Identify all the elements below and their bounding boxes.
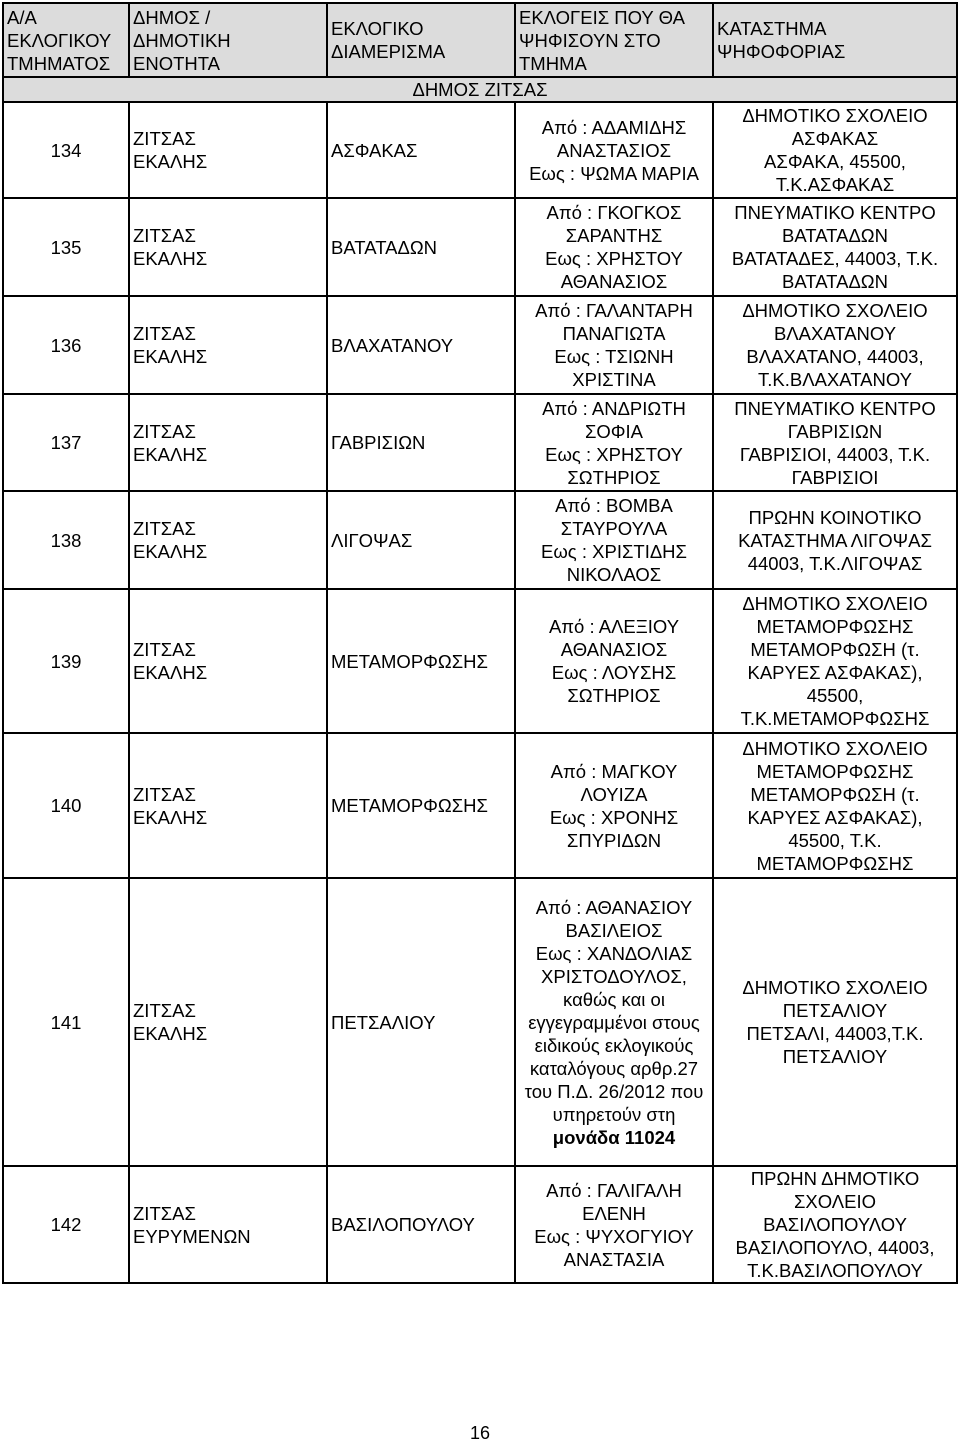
municipal-unit: ΖΙΤΣΑΣ ΕΚΑΛΗΣ xyxy=(129,491,327,589)
table-row xyxy=(3,491,957,589)
voters-range: Από : ΒΟΜΒΑ ΣΤΑΥΡΟΥΛΑ Εως : ΧΡΙΣΤΙΔΗΣ ΝΙΚΟΛΑΟΣ xyxy=(515,491,713,589)
municipality-group-label: ΔΗΜΟΣ ΖΙΤΣΑΣ xyxy=(3,77,957,102)
group-row xyxy=(3,77,957,102)
header-section-number: Α/Α ΕΚΛΟΓΙΚΟΥ ΤΜΗΜΑΤΟΣ xyxy=(3,3,129,77)
electoral-district: ΜΕΤΑΜΟΡΦΩΣΗΣ xyxy=(327,733,515,878)
municipal-unit: ΖΙΤΣΑΣ ΕΚΑΛΗΣ xyxy=(129,296,327,394)
municipal-unit: ΖΙΤΣΑΣ ΕΚΑΛΗΣ xyxy=(129,394,327,491)
municipal-unit: ΖΙΤΣΑΣ ΕΚΑΛΗΣ xyxy=(129,102,327,198)
section-number: 139 xyxy=(3,589,129,733)
municipal-unit: ΖΙΤΣΑΣ ΕΚΑΛΗΣ xyxy=(129,733,327,878)
polling-station: ΔΗΜΟΤΙΚΟ ΣΧΟΛΕΙΟ ΒΛΑΧΑΤΑΝΟΥ ΒΛΑΧΑΤΑΝΟ, 44003, Τ.Κ.ΒΛΑΧΑΤΑΝΟΥ xyxy=(713,296,957,394)
military-unit-note: μονάδα 11024 xyxy=(552,1126,676,1148)
polling-station: ΠΡΩΗΝ ΚΟΙΝΟΤΙΚΟ ΚΑΤΑΣΤΗΜΑ ΛΙΓΟΨΑΣ 44003, Τ.Κ.ΛΙΓΟΨΑΣ xyxy=(713,491,957,589)
table-row xyxy=(3,102,957,198)
voters-range: Από : ΑΔΑΜΙΔΗΣ ΑΝΑΣΤΑΣΙΟΣ Εως : ΨΩΜΑ ΜΑΡΙΑ xyxy=(515,102,713,198)
header-municipal-unit: ΔΗΜΟΣ / ΔΗΜΟΤΙΚΗ ΕΝΟΤΗΤΑ xyxy=(129,3,327,77)
electoral-district: ΒΑΤΑΤΑΔΩΝ xyxy=(327,198,515,296)
section-number: 140 xyxy=(3,733,129,878)
voters-range: Από : ΜΑΓΚΟΥ ΛΟΥΙΖΑ Εως : ΧΡΟΝΗΣ ΣΠΥΡΙΔΩΝ xyxy=(515,733,713,878)
header-voters: ΕΚΛΟΓΕΙΣ ΠΟΥ ΘΑ ΨΗΦΙΣΟΥΝ ΣΤΟ ΤΜΗΜΑ xyxy=(515,3,713,77)
table-row xyxy=(3,733,957,878)
table-row xyxy=(3,878,957,1166)
section-number: 134 xyxy=(3,102,129,198)
table-row xyxy=(3,394,957,491)
municipal-unit: ΖΙΤΣΑΣ ΕΚΑΛΗΣ xyxy=(129,198,327,296)
voters-range: Από : ΑΛΕΞΙΟΥ ΑΘΑΝΑΣΙΟΣ Εως : ΛΟΥΣΗΣ ΣΩΤΗΡΙΟΣ xyxy=(515,589,713,733)
header-polling-station: ΚΑΤΑΣΤΗΜΑ ΨΗΦΟΦΟΡΙΑΣ xyxy=(713,3,957,77)
electoral-district: ΑΣΦΑΚΑΣ xyxy=(327,102,515,198)
electoral-district: ΒΑΣΙΛΟΠΟΥΛΟΥ xyxy=(327,1166,515,1283)
polling-stations-table xyxy=(2,2,958,1284)
polling-station: ΔΗΜΟΤΙΚΟ ΣΧΟΛΕΙΟ ΠΕΤΣΑΛΙΟΥ ΠΕΤΣΑΛΙ, 44003,Τ.Κ. ΠΕΤΣΑΛΙΟΥ xyxy=(713,878,957,1166)
header-row xyxy=(3,3,957,77)
electoral-district: ΛΙΓΟΨΑΣ xyxy=(327,491,515,589)
section-number: 137 xyxy=(3,394,129,491)
table-row xyxy=(3,1166,957,1283)
voters-range: Από : ΓΑΛΑΝΤΑΡΗ ΠΑΝΑΓΙΩΤΑ Εως : ΤΣΙΩΝΗ ΧΡΙΣΤΙΝΑ xyxy=(515,296,713,394)
page-number: 16 xyxy=(469,1423,491,1443)
voters-range: Από : ΑΝΔΡΙΩΤΗ ΣΟΦΙΑ Εως : ΧΡΗΣΤΟΥ ΣΩΤΗΡΙΟΣ xyxy=(515,394,713,491)
section-number: 141 xyxy=(3,878,129,1166)
section-number: 135 xyxy=(3,198,129,296)
polling-station: ΔΗΜΟΤΙΚΟ ΣΧΟΛΕΙΟ ΜΕΤΑΜΟΡΦΩΣΗΣ ΜΕΤΑΜΟΡΦΩΣΗ (τ. ΚΑΡΥΕΣ ΑΣΦΑΚΑΣ), 45500, Τ.Κ.ΜΕΤΑΜΟΡΦΩΣΗΣ xyxy=(713,589,957,733)
municipal-unit: ΖΙΤΣΑΣ ΕΚΑΛΗΣ xyxy=(129,589,327,733)
electoral-district: ΒΛΑΧΑΤΑΝΟΥ xyxy=(327,296,515,394)
polling-station: ΠΝΕΥΜΑΤΙΚΟ ΚΕΝΤΡΟ ΓΑΒΡΙΣΙΩΝ ΓΑΒΡΙΣΙΟΙ, 44003, Τ.Κ. ΓΑΒΡΙΣΙΟΙ xyxy=(713,394,957,491)
polling-station: ΔΗΜΟΤΙΚΟ ΣΧΟΛΕΙΟ ΑΣΦΑΚΑΣ ΑΣΦΑΚΑ, 45500, Τ.Κ.ΑΣΦΑΚΑΣ xyxy=(713,102,957,198)
voters-range: Από : ΑΘΑΝΑΣΙΟΥ ΒΑΣΙΛΕΙΟΣ Εως : ΧΑΝΔΟΛΙΑΣ ΧΡΙΣΤΟΔΟΥΛΟΣ, καθώς και οι εγγεγραμμένοι στους ειδικούς εκλογικούς καταλόγους αρθρ.27 του Π.Δ. 26/2012 που υπηρετούν στη μονάδα 11024 xyxy=(515,878,713,1166)
polling-station: ΠΝΕΥΜΑΤΙΚΟ ΚΕΝΤΡΟ ΒΑΤΑΤΑΔΩΝ ΒΑΤΑΤΑΔΕΣ, 44003, Τ.Κ. ΒΑΤΑΤΑΔΩΝ xyxy=(713,198,957,296)
table-row xyxy=(3,296,957,394)
electoral-district: ΓΑΒΡΙΣΙΩΝ xyxy=(327,394,515,491)
electoral-district: ΠΕΤΣΑΛΙΟΥ xyxy=(327,878,515,1166)
polling-station: ΠΡΩΗΝ ΔΗΜΟΤΙΚΟ ΣΧΟΛΕΙΟ ΒΑΣΙΛΟΠΟΥΛΟΥ ΒΑΣΙΛΟΠΟΥΛΟ, 44003, Τ.Κ.ΒΑΣΙΛΟΠΟΥΛΟΥ xyxy=(713,1166,957,1283)
section-number: 138 xyxy=(3,491,129,589)
table-row xyxy=(3,589,957,733)
header-electoral-district: ΕΚΛΟΓΙΚΟ ΔΙΑΜΕΡΙΣΜΑ xyxy=(327,3,515,77)
polling-station: ΔΗΜΟΤΙΚΟ ΣΧΟΛΕΙΟ ΜΕΤΑΜΟΡΦΩΣΗΣ ΜΕΤΑΜΟΡΦΩΣΗ (τ. ΚΑΡΥΕΣ ΑΣΦΑΚΑΣ), 45500, Τ.Κ. ΜΕΤΑΜΟΡΦΩΣΗΣ xyxy=(713,733,957,878)
municipal-unit: ΖΙΤΣΑΣ ΕΥΡΥΜΕΝΩΝ xyxy=(129,1166,327,1283)
municipal-unit: ΖΙΤΣΑΣ ΕΚΑΛΗΣ xyxy=(129,878,327,1166)
voters-range: Από : ΓΚΟΓΚΟΣ ΣΑΡΑΝΤΗΣ Εως : ΧΡΗΣΤΟΥ ΑΘΑΝΑΣΙΟΣ xyxy=(515,198,713,296)
section-number: 142 xyxy=(3,1166,129,1283)
section-number: 136 xyxy=(3,296,129,394)
table-row xyxy=(3,198,957,296)
electoral-district: ΜΕΤΑΜΟΡΦΩΣΗΣ xyxy=(327,589,515,733)
voters-range: Από : ΓΑΛΙΓΑΛΗ ΕΛΕΝΗ Εως : ΨΥΧΟΓΥΙΟΥ ΑΝΑΣΤΑΣΙΑ xyxy=(515,1166,713,1283)
